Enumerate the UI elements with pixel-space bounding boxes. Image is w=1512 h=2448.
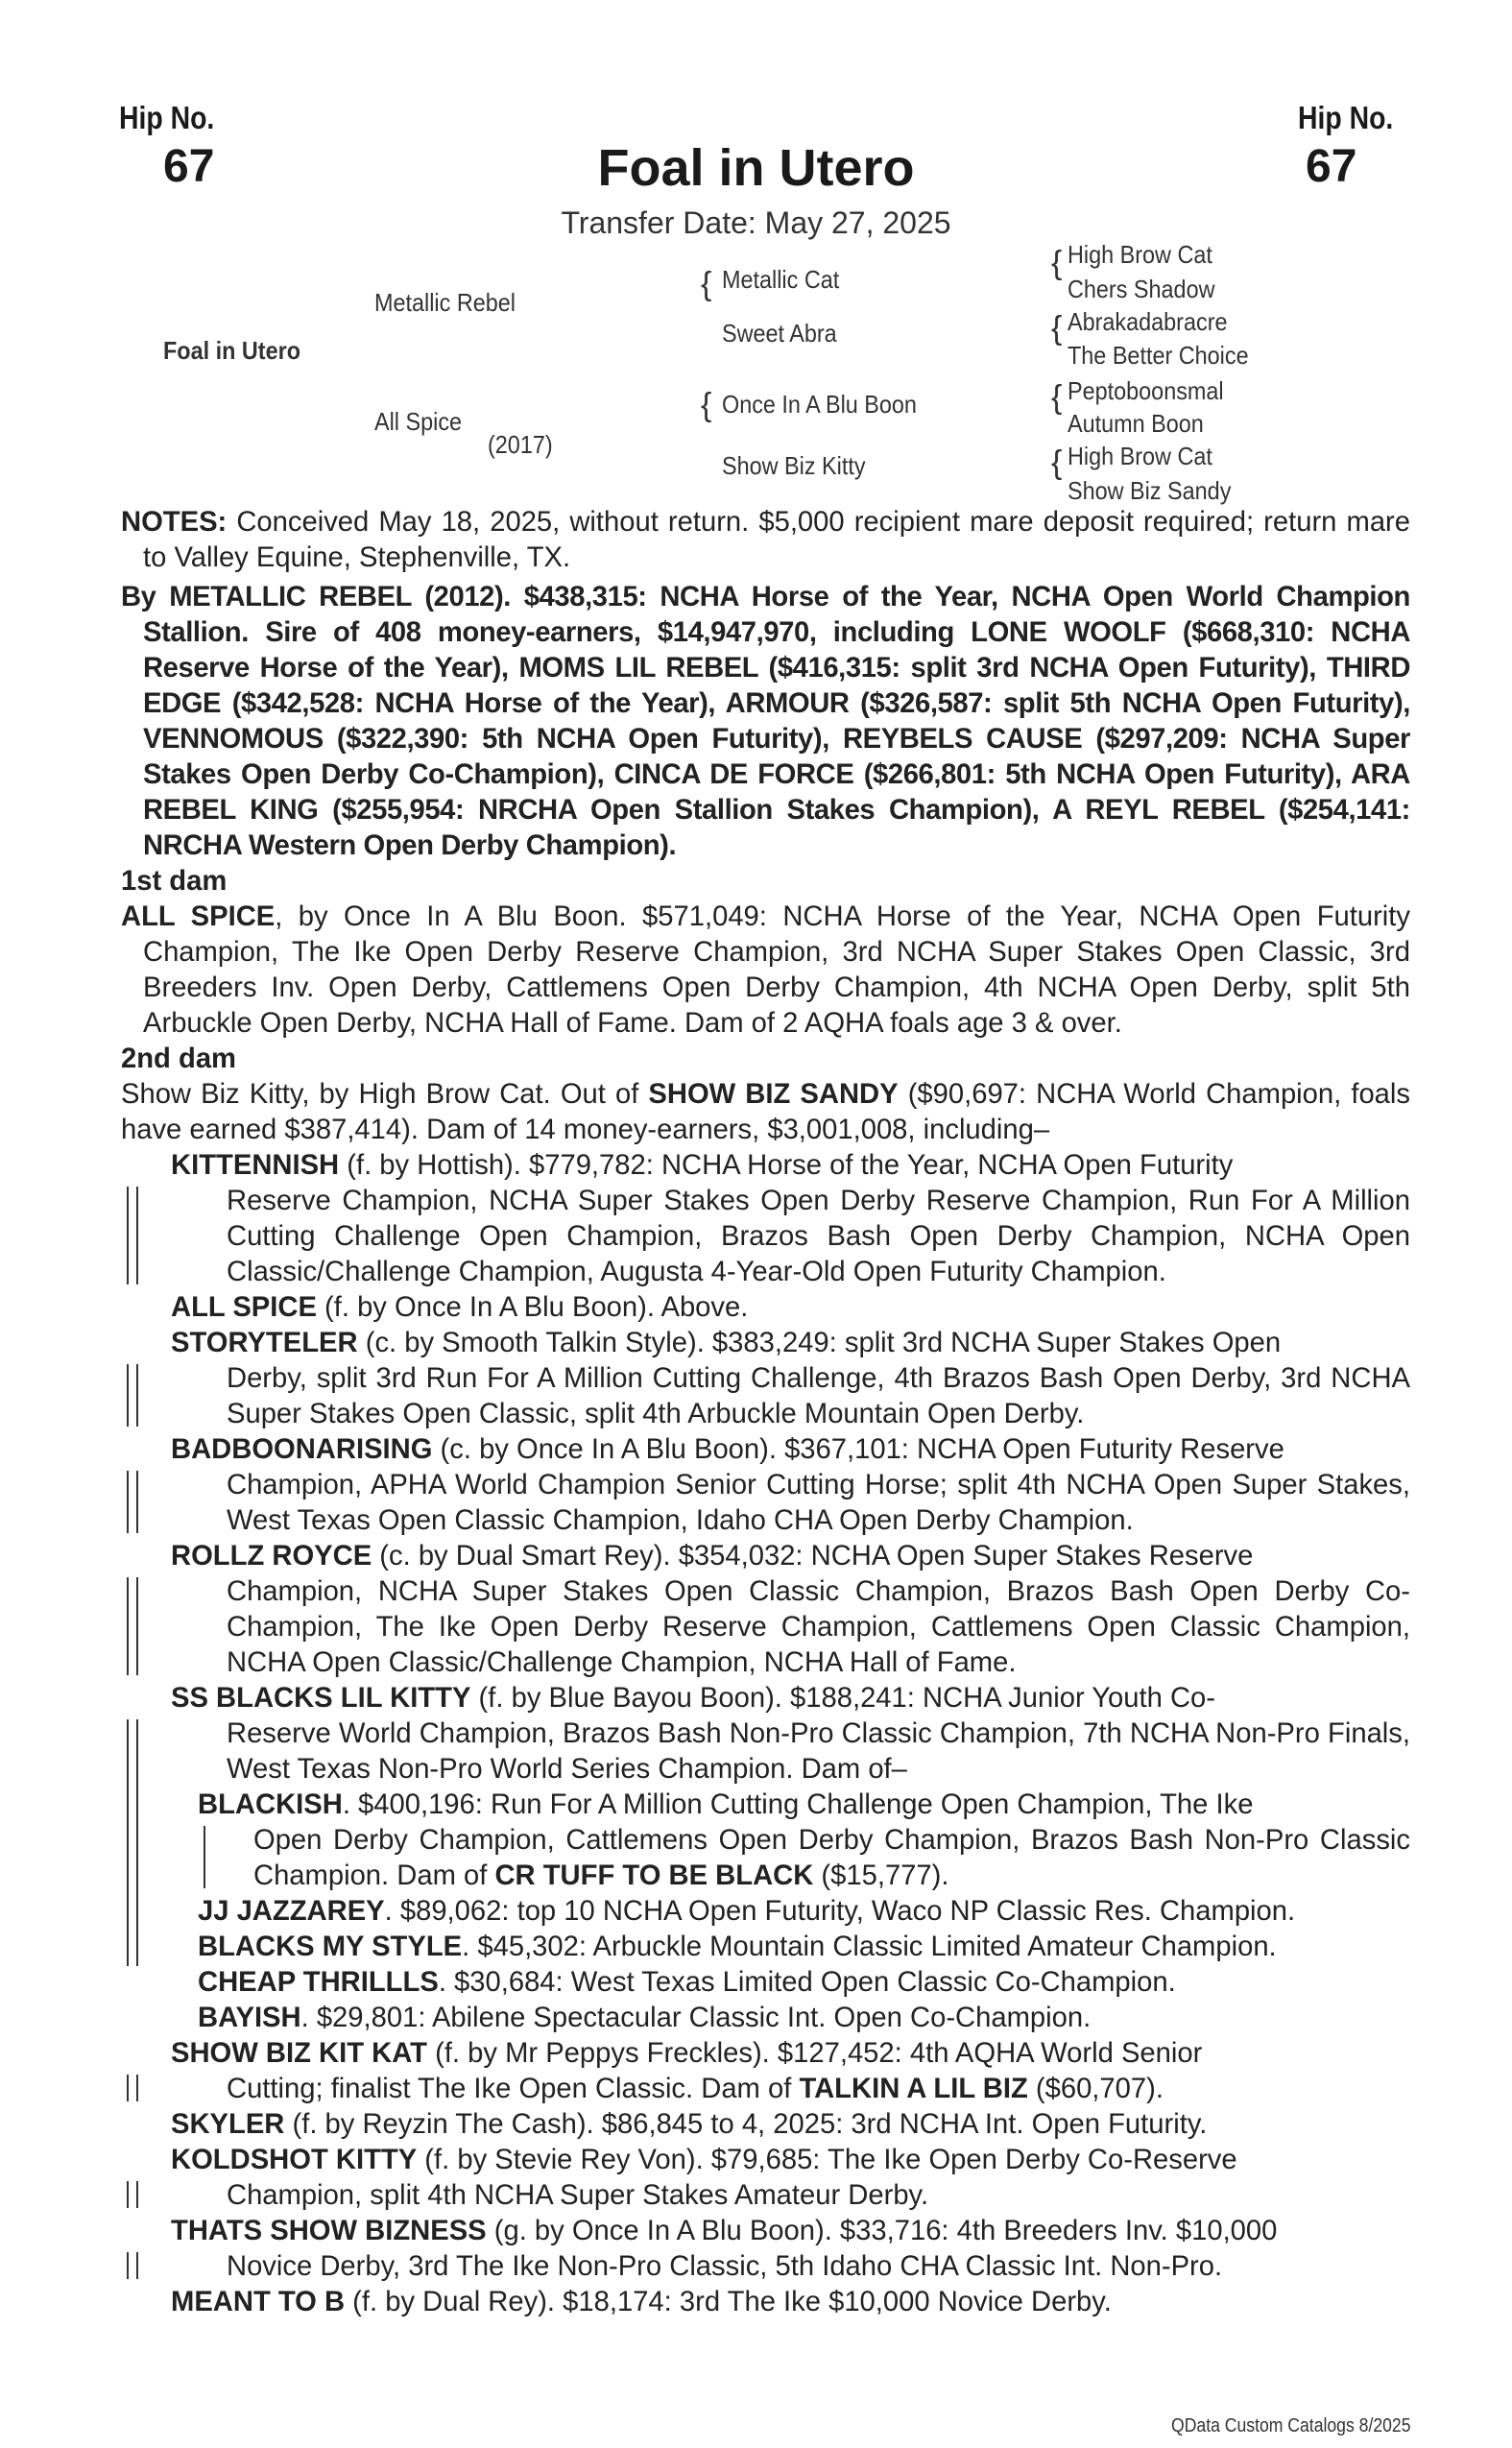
- produce-record: (c. by Once In A Blu Boon). $367,101: NCHA Open Futurity Reserve: [432, 1434, 1284, 1465]
- grand-produce-entry: [121, 1930, 1410, 1965]
- produce-record-cont: Reserve Champion, NCHA Super Stakes Open Derby Reserve Champion, Run For A Million Cutting Challenge Open Champion, Brazos Bash Open Derby Champion, NCHA Open Classic/Challenge Champion, Augusta 4-Year-Old Open Futurity Champion.: [227, 1186, 1410, 1287]
- produce-entry: [121, 2107, 1410, 2143]
- produce-entry: [121, 1290, 1410, 1326]
- pedigree-g8: Show Biz Sandy: [1068, 476, 1232, 505]
- produce-record-cont: Champion, split 4th NCHA Super Stakes Amateur Derby.: [227, 2180, 929, 2211]
- pedigree-sire-dam: Sweet Abra: [722, 319, 837, 348]
- first-dam-heading: 1st dam: [121, 866, 228, 897]
- grand-produce-name: BAYISH: [198, 2003, 301, 2033]
- notes: [121, 505, 1410, 576]
- grand-produce-entry: [121, 2001, 1410, 2036]
- first-dam-text: [121, 900, 1410, 1042]
- produce-record: (f. by Mr Peppys Freckles). $127,452: 4th AQHA World Senior: [426, 2038, 1203, 2069]
- grand-produce-entry: [121, 1965, 1410, 2001]
- grand-produce-name: CHEAP THRILLLS: [198, 1967, 439, 1998]
- produce-name: THATS SHOW BIZNESS: [171, 2216, 487, 2246]
- brace-icon: {: [701, 266, 712, 302]
- produce-entry: [121, 1326, 1410, 1432]
- produce-entry: [121, 1539, 1410, 1681]
- transfer-date: Transfer Date: May 27, 2025: [561, 205, 951, 240]
- produce-entry: [121, 2285, 1410, 2320]
- grand-produce-entry: [121, 1894, 1410, 1930]
- produce-record: (f. by Hottish). $779,782: NCHA Horse of the Year, NCHA Open Futurity: [339, 1150, 1234, 1181]
- pedigree-g5: Peptoboonsmal: [1068, 376, 1224, 405]
- produce-name: STORYTELER: [171, 1328, 358, 1358]
- indent-bar: [127, 1577, 138, 1675]
- hip-label-left: Hip No.: [119, 100, 215, 135]
- pedigree-dam-sire: Once In A Blu Boon: [722, 390, 917, 419]
- produce-name: SHOW BIZ KIT KAT: [171, 2038, 427, 2069]
- produce-record: (f. by Once In A Blu Boon). Above.: [316, 1292, 749, 1323]
- produce-record: (c. by Dual Smart Rey). $354,032: NCHA Open Super Stakes Reserve: [372, 1541, 1254, 1572]
- first-dam-name: ALL SPICE: [121, 901, 276, 932]
- second-dam-intro: Show Biz Kitty, by High Brow Cat. Out of: [121, 1079, 649, 1110]
- grand-produce-record-cont: Open Derby Champion, Cattlemens Open Derby Champion, Brazos Bash Non-Pro Classic Champion. Dam of: [253, 1825, 1410, 1891]
- sire-summary: By METALLIC REBEL (2012). $438,315: NCHA Horse of the Year, NCHA Open World Champion Stallion. Sire of 408 money-earners, $14,947,970, including LONE WOOLF ($668,310: NCHA Reserve Horse of the Year), MOMS LIL REBEL ($416,315: split 3rd NCHA Open Futurity), THIRD EDGE ($342,528: NCHA Horse of the Year), ARMOUR ($326,587: split 5th NCHA Open Futurity), VENNOMOUS ($322,390: 5th NCHA Open Futurity), REYBELS CAUSE ($297,209: NCHA Super Stakes Open Derby Co-Champion), CINCA DE FORCE ($266,801: 5th NCHA Open Futurity), ARA REBEL KING ($255,954: NRCHA Open Stallion Stakes Champion), A REYL REBEL ($254,141: NRCHA Western Open Derby Champion).: [121, 582, 1410, 861]
- pedigree-subject: Foal in Utero: [163, 336, 301, 365]
- produce-record-cont: Novice Derby, 3rd The Ike Non-Pro Classic, 5th Idaho CHA Classic Int. Non-Pro.: [227, 2251, 1223, 2282]
- produce-entry: [121, 2214, 1410, 2285]
- grand-produce-record: . $30,684: West Texas Limited Open Classic Co-Champion.: [438, 1967, 1176, 1998]
- produce-record: (f. by Dual Rey). $18,174: 3rd The Ike $10,000 Novice Derby.: [345, 2287, 1112, 2317]
- produce-entry: [121, 2036, 1410, 2107]
- brace-icon: {: [1051, 444, 1063, 481]
- produce-name: BADBOONARISING: [171, 1434, 433, 1465]
- brace-icon: {: [1051, 379, 1063, 416]
- produce-foal: TALKIN A LIL BIZ: [799, 2074, 1028, 2104]
- produce-record-cont: Champion, APHA World Champion Senior Cutting Horse; split 4th NCHA Open Super Stakes, West Texas Open Classic Champion, Idaho CHA Open Derby Champion.: [227, 1470, 1410, 1536]
- pedigree-g3: Abrakadabracre: [1068, 307, 1228, 336]
- hip-number-right: 67: [1306, 141, 1357, 192]
- pedigree-dam-year: (2017): [488, 430, 553, 459]
- second-dam-text: [121, 1077, 1410, 1148]
- produce-record: (g. by Once In A Blu Boon). $33,716: 4th Breeders Inv. $10,000: [486, 2216, 1278, 2246]
- grand-produce-record: . $89,062: top 10 NCHA Open Futurity, Waco NP Classic Res. Champion.: [384, 1896, 1296, 1927]
- second-dam-summary: ($90,697: NCHA World Champion, foals have earned $387,414). Dam of 14 money-earners, $3,001,008, including–: [121, 1079, 1410, 1145]
- grand-produce-entry: [121, 1788, 1410, 1894]
- pedigree-dam-dam: Show Biz Kitty: [722, 451, 866, 480]
- pedigree-sire-sire: Metallic Cat: [722, 265, 840, 294]
- produce-record: (c. by Smooth Talkin Style). $383,249: split 3rd NCHA Super Stakes Open: [357, 1328, 1282, 1358]
- grand-produce-name: BLACKS MY STYLE: [198, 1932, 463, 1962]
- first-dam-description: , by Once In A Blu Boon. $571,049: NCHA Horse of the Year, NCHA Open Futurity Champion, The Ike Open Derby Reserve Champion, 3rd NCHA Super Stakes Open Classic, 3rd Breeders Inv. Open Derby, Cattlemens Open Derby Champion, 4th NCHA Open Derby, split 5th Arbuckle Open Derby, NCHA Hall of Fame. Dam of 2 AQHA foals age 3 & over.: [143, 901, 1410, 1039]
- produce-record-cont: Derby, split 3rd Run For A Million Cutting Challenge, 4th Brazos Bash Open Derby, 3rd NCHA Super Stakes Open Classic, split 4th Arbuckle Mountain Open Derby.: [227, 1363, 1410, 1429]
- catalog-footer: QData Custom Catalogs 8/2025: [1170, 2415, 1410, 2436]
- produce-record: (f. by Blue Bayou Boon). $188,241: NCHA Junior Youth Co-: [470, 1683, 1215, 1714]
- indent-bar: [127, 1187, 138, 1284]
- produce-entry: [121, 1432, 1410, 1539]
- indent-bar: [127, 2075, 138, 2101]
- second-dam-out-of: SHOW BIZ SANDY: [648, 1079, 899, 1110]
- grand-produce-record: . $29,801: Abilene Spectacular Classic Int. Open Co-Champion.: [300, 2003, 1092, 2033]
- grand-produce-record: . $400,196: Run For A Million Cutting Challenge Open Champion, The Ike: [342, 1789, 1254, 1820]
- hip-label-right: Hip No.: [1298, 100, 1394, 135]
- produce-name: ALL SPICE: [171, 1292, 317, 1323]
- pedigree-g6: Autumn Boon: [1068, 409, 1204, 438]
- pedigree-g1: High Brow Cat: [1068, 240, 1212, 269]
- indent-bar: [127, 1364, 138, 1427]
- grand-produce-name: JJ JAZZAREY: [198, 1896, 385, 1927]
- produce-name: KOLDSHOT KITTY: [171, 2145, 418, 2175]
- produce-record-cont: Reserve World Champion, Brazos Bash Non-Pro Classic Champion, 7th NCHA Non-Pro Finals, West Texas Non-Pro World Series Champion. Dam of–: [227, 1718, 1410, 1785]
- produce-foal-earnings: ($60,707).: [1027, 2074, 1164, 2104]
- indent-bar: [127, 2181, 138, 2208]
- brace-icon: {: [1051, 310, 1063, 347]
- indent-bar: [127, 1471, 138, 1533]
- produce-record-cont: Cutting; finalist The Ike Open Classic. Dam of: [227, 2074, 800, 2104]
- second-dam-heading: 2nd dam: [121, 1044, 237, 1074]
- notes-text: Conceived May 18, 2025, without return. $5,000 recipient mare deposit required; return mare to Valley Equine, Stephenville, TX.: [143, 507, 1410, 573]
- produce-entry: [121, 2143, 1410, 2214]
- produce-record: (f. by Reyzin The Cash). $86,845 to 4, 2025: 3rd NCHA Int. Open Futurity.: [284, 2109, 1208, 2140]
- indent-bar: [127, 2252, 138, 2279]
- grand-produce-foal: CR TUFF TO BE BLACK: [494, 1860, 814, 1891]
- grand-produce-foal-earnings: ($15,777).: [813, 1860, 949, 1891]
- produce-record: (f. by Stevie Rey Von). $79,685: The Ike Open Derby Co-Reserve: [417, 2145, 1237, 2175]
- hip-number-left: 67: [163, 141, 215, 192]
- brace-icon: {: [1051, 245, 1063, 281]
- grand-produce-record: . $45,302: Arbuckle Mountain Classic Limited Amateur Champion.: [462, 1932, 1277, 1962]
- produce-name: SS BLACKS LIL KITTY: [171, 1683, 471, 1714]
- indent-bar: [204, 1826, 205, 1888]
- produce-name: KITTENNISH: [171, 1150, 340, 1181]
- page-title: Foal in Utero: [597, 139, 915, 197]
- produce-name: MEANT TO B: [171, 2287, 346, 2317]
- produce-name: ROLLZ ROYCE: [171, 1541, 372, 1572]
- pedigree-sire: Metallic Rebel: [374, 288, 516, 317]
- notes-label: NOTES:: [121, 507, 228, 538]
- catalog-body: [121, 505, 1410, 2320]
- grand-produce-name: BLACKISH: [198, 1789, 343, 1820]
- pedigree-g4: The Better Choice: [1068, 341, 1249, 370]
- pedigree-dam: All Spice: [374, 407, 463, 436]
- pedigree-g7: High Brow Cat: [1068, 442, 1212, 470]
- pedigree-g2: Chers Shadow: [1068, 275, 1215, 303]
- produce-record-cont: Champion, NCHA Super Stakes Open Classic Champion, Brazos Bash Open Derby Co-Champion, The Ike Open Derby Reserve Champion, Cattlemens Open Classic Champion, NCHA Open Classic/Challenge Champion, NCHA Hall of Fame.: [227, 1576, 1410, 1678]
- produce-entry: [121, 1148, 1410, 1290]
- produce-name: SKYLER: [171, 2109, 285, 2140]
- brace-icon: {: [701, 387, 712, 423]
- produce-entry: [121, 1681, 1410, 1788]
